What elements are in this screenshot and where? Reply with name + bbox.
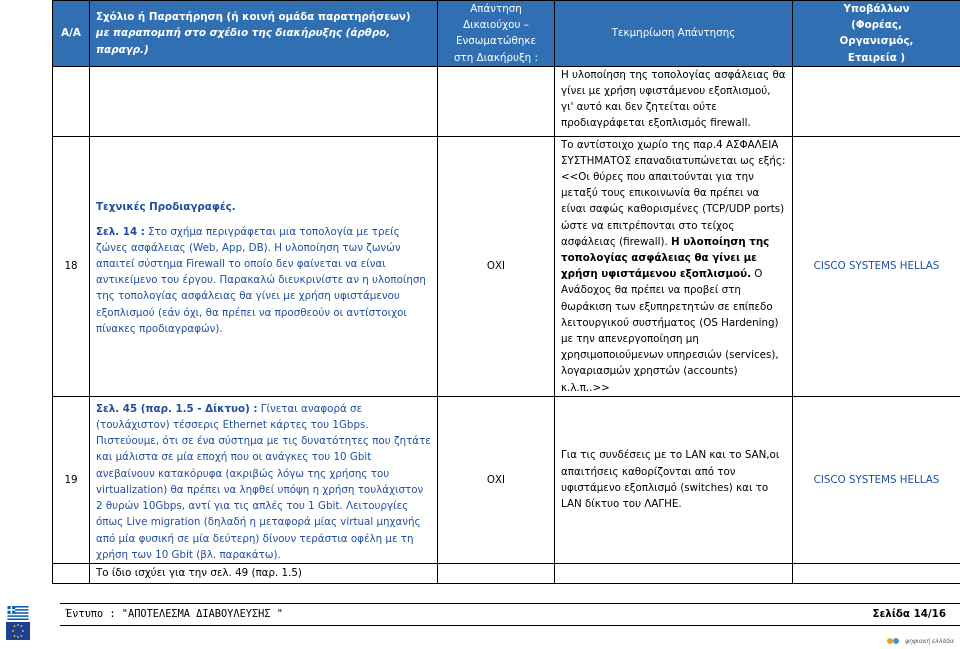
greek-flag-icon (6, 606, 30, 620)
header-justification: Τεκμηρίωση Απάντησης (555, 1, 793, 67)
row-submitter: CISCO SYSTEMS HELLAS (793, 396, 960, 563)
row-submitter: CISCO SYSTEMS HELLAS (793, 136, 960, 396)
row-comment: Τεχνικές Προδιαγραφές. Σελ. 14 : Στο σχήμα περιγράφεται μια τοπολογία με τρείς ζώνες ασφάλειας (Web, App, DB). Η υλοποίηση των ζωνών απαιτεί σύστημα Firewall το οποίο δεν φαίνεται να είναι αντικείμενο του έργου. Παρακαλώ διευκρινίστε αν η υλοποίηση της τοπολογίας ασφάλειας θα γίνει με χρήση υφιστάμενου εξοπλισμού (εάν όχι, θα πρέπει να προσθεούν οι αντίστοιχοι πίνακες προδιαγραφών). (90, 136, 438, 396)
row-justification: Το αντίστοιχο χωρίο της παρ.4 ΑΣΦΑΛΕΙΑ ΣΥΣΤΗΜΑΤΟΣ επαναδιατυπώνεται ως εξής: <<Οι θύρες που απαιτούνται για την μεταξύ τους επικοινωνία θα πρέπει να είναι σαφώς καθορισμένες (TCP/UDP ports) ώστε να επιτρέπονται στο τείχος ασφάλειας (firewall). Η υλοποίηση της τοπολογίας ασφάλειας θα γίνει με χρήση υφιστάμενου εξοπλισμού. Ο Ανάδοχος θα πρέπει να προβεί στη θωράκιση των εξυπηρετητών σε επίπεδο λειτουργικού συστήματος (OS Hardening) με την απενεργοποίηση μη χρησιμοποιούμενων υπηρεσιών (services), λογαριασμών χρηστών (accounts) κ.λ.π..>> (555, 136, 793, 396)
consultation-table (52, 0, 960, 584)
logo-text: ψηφιακή ελλάδα (905, 638, 954, 645)
page-footer (0, 600, 960, 649)
continuation-row (53, 66, 960, 136)
header-answer: Απάντηση Δικαιούχου – Ενσωματώθηκε στη Διακήρυξη : (438, 1, 555, 67)
table-row (53, 136, 960, 396)
header-row (53, 1, 960, 67)
eu-flag-icon (6, 622, 30, 640)
table-row (53, 396, 960, 563)
table-row-extra (53, 563, 960, 583)
row-number: 18 (53, 136, 90, 396)
row-answer: ΟΧΙ (438, 136, 555, 396)
header-submitter: Υποβάλλων (Φορέας, Οργανισμός, Εταιρεία ) (793, 1, 960, 67)
prev-justification: Η υλοποίηση της τοπολογίας ασφάλειας θα γίνει με χρήση υφιστάμενου εξοπλισμού, γι' αυτό και δεν ζητείται ούτε προδιαγράφεται εξοπλισμός firewall. (555, 66, 793, 136)
footer-page-number: Σελίδα 14/16 (872, 608, 946, 620)
header-comment: Σχόλιο ή Παρατήρηση (ή κοινή ομάδα παρατηρήσεων) με παραπομπή στο σχέδιο της διακήρυξης (άρθρο, παραγρ.) (90, 1, 438, 67)
row-answer: ΟΧΙ (438, 396, 555, 563)
row-justification: Για τις συνδέσεις με το LAN και το SAN,οι απαιτήσεις καθορίζονται από τον υφιστάμενο εξοπλισμό (switches) και το LAN δίκτυο του ΛΑΓΗΕ. (555, 396, 793, 563)
row-number: 19 (53, 396, 90, 563)
header-num: Α/Α (53, 1, 90, 67)
row-extra-note: Το ίδιο ισχύει για την σελ. 49 (παρ. 1.5) (90, 563, 438, 583)
footer-form-label: Έντυπο : "ΑΠΟΤΕΛΕΣΜΑ ΔΙΑΒΟΥΛΕΥΣΗΣ " (66, 608, 283, 620)
row-comment: Σελ. 45 (παρ. 1.5 - Δίκτυο) : Γίνεται αναφορά σε (τουλάχιστον) τέσσερις Ethernet κάρτες του 1Gbps. Πιστεύουμε, ότι σε ένα σύστημα με τις δυνατότητες που ζητάτε και μάλιστα σε μία εποχή που οι ανάγκες του 10 Gbit ανεβαίνουν κατακόρυφα (ακριβώς λόγω της χρήσης του virtualization) θα πρέπει να ληφθεί υπόψη η χρήση τουλάχιστον 2 θυρών 10Gbps, αντί για τις απλές του 1 Gbit. Λειτουργίες όπως Live migration (δηλαδή η μεταφορά μίας virtual μηχανής από μία φυσική σε μία δεύτερη) δίνουν τεράστια οφέλη με τη χρήση των 10 Gbit (βλ. παρακάτω). (90, 396, 438, 563)
